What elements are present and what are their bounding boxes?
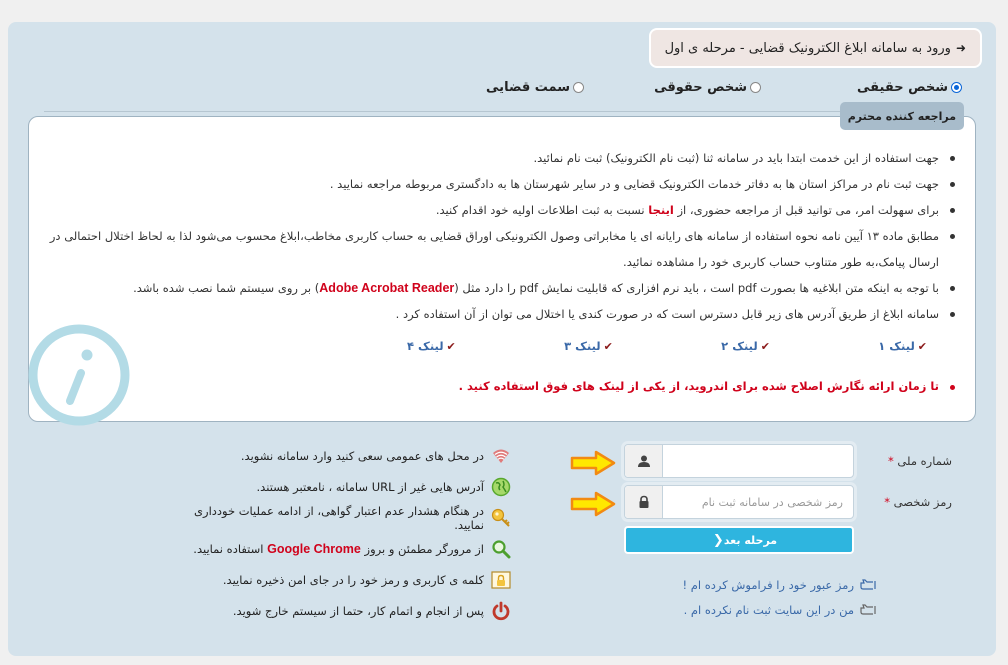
hand-pointer-icon [860, 579, 876, 591]
tip-item [192, 471, 512, 502]
link-label: لینک ۱ [878, 339, 915, 353]
check-icon: ✔ [446, 339, 456, 353]
power-icon [490, 600, 512, 622]
link-1[interactable] [878, 339, 927, 353]
national-id-input-group [624, 444, 854, 478]
notice-item [45, 171, 955, 197]
security-tips [192, 440, 512, 626]
chrome-highlight: Google Chrome [267, 541, 361, 556]
link-label: لینک ۲ [721, 339, 758, 353]
link-label: لینک ۴ [407, 339, 444, 353]
search-icon [490, 538, 512, 560]
tip-text: در هنگام هشدار عدم اعتبار گواهی، از ادامه عملیات خودداری نمایید. [194, 503, 484, 532]
lock-screen-icon [490, 569, 512, 591]
password-label [882, 495, 952, 509]
page-title [649, 28, 982, 68]
check-icon: ✔ [603, 339, 613, 353]
link-2[interactable] [721, 339, 770, 353]
link-3[interactable] [564, 339, 613, 353]
notice-list [45, 145, 955, 327]
person-type-selector [44, 80, 964, 112]
globe-icon [490, 476, 512, 498]
sign-in-icon: ➜ [955, 41, 966, 55]
radio-natural-person[interactable] [857, 80, 962, 95]
chevron-left-icon: ❮ [712, 532, 724, 548]
notice-text: با توجه به اینکه متن ابلاغیه ها بصورت pdf است ، باید نرم افزاری که قابلیت نمایش pdf را دارد مثل ( [454, 281, 939, 295]
arrow-pointer-icon [570, 491, 616, 517]
tip-text: آدرس هایی غیر از URL سامانه ، نامعتبر هستند. [256, 479, 484, 494]
radio-button[interactable] [573, 82, 584, 93]
adobe-reader-link[interactable]: Adobe Acrobat Reader [319, 281, 455, 295]
next-step-button[interactable] [624, 526, 854, 554]
national-id-label [886, 454, 952, 468]
tip-text [193, 542, 484, 556]
notice-item [45, 145, 955, 171]
tip-item [192, 502, 512, 533]
tip-text: پس از انجام و اتمام کار، حتما از سیستم خارج شوید. [232, 603, 484, 618]
android-warning [459, 379, 955, 393]
notice-text: جهت ثبت نام در مراکز استان ها به دفاتر خدمات الکترونیک قضایی و در سایر شهرستان ها به دادگستری مربوطه مراجعه نمایید . [329, 177, 939, 191]
notice-item [45, 223, 955, 275]
password-row [572, 485, 952, 519]
radio-label: شخص حقیقی [857, 80, 948, 95]
notice-text: ) بر روی سیستم شما نصب شده باشد. [133, 281, 320, 295]
password-input[interactable] [663, 486, 853, 518]
tip-text: کلمه ی کاربری و رمز خود را در جای امن ذخیره نمایید. [222, 572, 484, 587]
required-mark: * [884, 495, 890, 509]
check-icon: ✔ [760, 339, 770, 353]
button-label: مرحله بعد [723, 533, 778, 547]
notice-item [45, 275, 955, 301]
notice-tab-label: مراجعه کننده محترم [847, 109, 956, 123]
key-icon [490, 507, 512, 529]
tip-item [192, 440, 512, 471]
notice-text: برای سهولت امر، می توانید قبل از مراجعه حضوری، از [673, 203, 939, 217]
link-4[interactable] [407, 339, 456, 353]
info-icon [25, 321, 133, 429]
mirror-links [407, 339, 927, 353]
not-registered-link[interactable] [684, 603, 876, 617]
radio-label: شخص حقوقی [654, 80, 748, 95]
login-panel [8, 22, 996, 656]
link-text: من در این سایت ثبت نام نکرده ام . [683, 603, 854, 617]
tip-text: در محل های عمومی سعی کنید وارد سامانه نشوید. [240, 448, 484, 463]
here-link[interactable]: اینجا [648, 203, 674, 217]
label-text: رمز شخصی [893, 495, 952, 509]
arrow-pointer-icon [570, 450, 616, 476]
tip-item [192, 564, 512, 595]
link-label: لینک ۳ [564, 339, 601, 353]
tip-text-part: از مرورگر مطمئن و بروز [360, 541, 484, 556]
radio-label: سمت قضایی [486, 80, 571, 95]
notice-text: مطابق ماده ۱۳ آیین نامه نحوه استفاده از سامانه های رایانه ای یا مخابراتی وصول الکترونیکی اوراق قضایی به حساب کاربری مخاطب،ابلاغ محسوب می‌شود لذا به لحاظ اختلال احتمالی در ارسال پیامک،به طور متناوب حساب کاربری خود را مشاهده نمائید. [49, 229, 939, 269]
tip-item [192, 595, 512, 626]
page-title-text: ورود به سامانه ابلاغ الکترونیک قضایی - مرحله ی اول [664, 40, 951, 56]
notice-text: سامانه ابلاغ از طریق آدرس های زیر قابل دسترس است که در صورت کندی یا اختلال می توان از آن استفاده کرد . [395, 307, 939, 321]
check-icon: ✔ [917, 339, 927, 353]
user-icon [625, 445, 663, 477]
label-text: شماره ملی [897, 454, 952, 468]
national-id-input[interactable] [663, 445, 853, 477]
warning-text: تا زمان ارائه نگارش اصلاح شده برای اندروید، از یکی از لینک های فوق استفاده کنید . [458, 379, 939, 393]
notice-item [45, 301, 955, 327]
national-id-row [572, 444, 952, 478]
wifi-icon [490, 445, 512, 467]
notice-text: نسبت به ثبت اطلاعات اولیه خود اقدام کنید. [435, 203, 649, 217]
notice-box [28, 116, 976, 422]
tip-item [192, 533, 512, 564]
radio-judicial-position[interactable] [486, 80, 584, 95]
forgot-password-link[interactable] [683, 578, 876, 592]
notice-tab [840, 102, 964, 130]
link-text: رمز عبور خود را فراموش کرده ام ! [682, 578, 854, 592]
radio-button[interactable] [750, 82, 761, 93]
notice-text: جهت استفاده از این خدمت ابتدا باید در سامانه ثنا (ثبت نام الکترونیک) ثبت نام نمائید. [533, 151, 939, 165]
tip-text-part: استفاده نمایید. [193, 541, 268, 556]
notice-item [45, 197, 955, 223]
password-input-group [624, 485, 854, 519]
lock-icon [625, 486, 663, 518]
hand-pointer-icon [860, 604, 876, 616]
radio-button[interactable] [951, 82, 962, 93]
required-mark: * [888, 454, 894, 468]
radio-legal-person[interactable] [654, 80, 761, 95]
